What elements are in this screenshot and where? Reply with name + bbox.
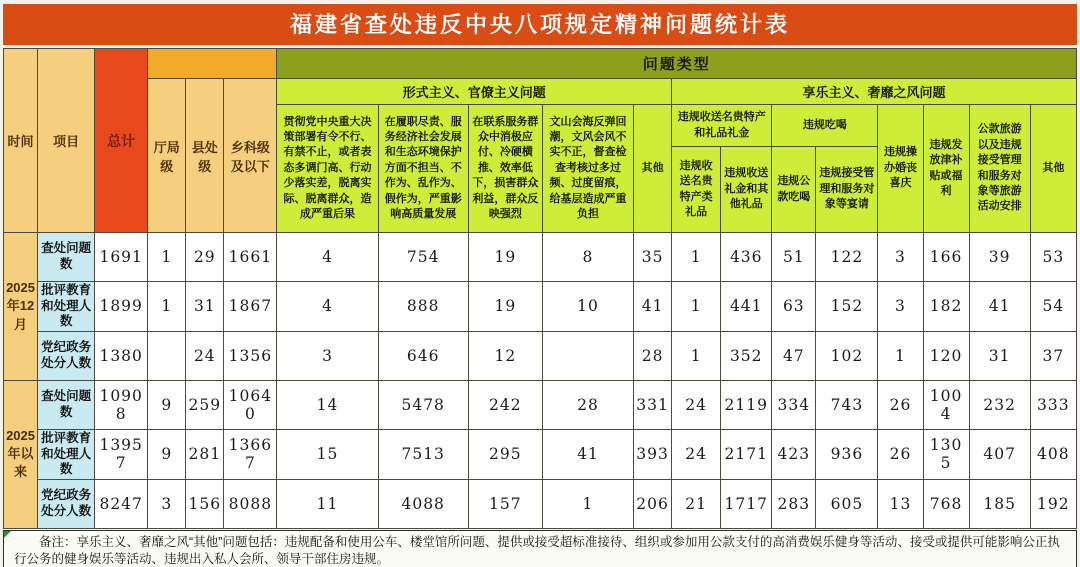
header-level-xiang: 乡科级及以下 [224,79,277,233]
data-cell [542,331,633,380]
data-cell: 331 [634,380,672,429]
row-label: 党纪政务处分人数 [38,479,95,528]
data-cell: 646 [378,331,468,380]
data-cell: 1717 [721,479,772,528]
header-dining-public: 违规公款吃喝 [772,147,816,233]
data-cell: 605 [816,479,878,528]
header-formalism-col-other: 其他 [634,105,672,233]
data-cell: 13957 [95,429,148,479]
data-cell: 408 [1030,429,1076,479]
data-cell: 1 [542,479,633,528]
table-row [4,233,1077,282]
data-cell: 232 [969,380,1030,429]
header-allowance: 违规发放津补贴或福利 [923,105,969,233]
data-cell: 1 [672,331,721,380]
data-cell: 19 [468,282,542,332]
header-formalism-col-1: 贯彻党中央重大决策部署有令不行、有禁不止，或者表态多调门高、行动少落实差，脱离实际、脱离群众，造成严重后果 [277,105,378,233]
header-formalism-col-3: 在联系服务群众中消极应付、冷硬横推、效率低下，损害群众利益，群众反映强烈 [468,105,542,233]
header-problem-type: 问题类型 [277,49,1077,79]
data-cell: 10 [542,282,633,332]
table-row [4,331,1077,380]
table-row [4,282,1077,332]
data-cell: 8 [542,233,633,282]
data-cell: 37 [1030,331,1076,380]
data-cell: 1661 [224,233,277,282]
data-cell: 13667 [224,429,277,479]
data-cell: 63 [772,282,816,332]
data-cell: 936 [816,429,878,479]
data-cell: 31 [969,331,1030,380]
header-public-travel: 公款旅游以及违规接受管理和服务对象等旅游活动安排 [969,105,1030,233]
data-cell: 166 [923,233,969,282]
data-cell: 14 [277,380,378,429]
header-time: 时间 [4,49,38,233]
data-cell: 1 [148,233,186,282]
data-cell: 441 [721,282,772,332]
data-cell: 12 [468,331,542,380]
header-formalism-group: 形式主义、官僚主义问题 [277,79,672,105]
data-cell [148,331,186,380]
data-cell: 1691 [95,233,148,282]
data-cell: 393 [634,429,672,479]
data-cell: 436 [721,233,772,282]
data-cell: 9 [148,429,186,479]
row-label: 查处问题数 [38,233,95,282]
data-cell: 295 [468,429,542,479]
data-cell: 24 [186,331,224,380]
header-gifts-money: 违规收送礼金和其他礼品 [721,147,772,233]
header-wedding-funeral: 违规操办婚丧喜庆 [878,105,923,233]
data-cell: 334 [772,380,816,429]
data-cell: 51 [772,233,816,282]
data-cell: 1 [878,331,923,380]
row-label: 批评教育和处理人数 [38,429,95,479]
data-cell: 1004 [923,380,969,429]
data-cell: 7513 [378,429,468,479]
data-cell: 206 [634,479,672,528]
header-level-ting: 厅局级 [148,79,186,233]
data-cell: 1899 [95,282,148,332]
data-cell: 21 [672,479,721,528]
data-cell: 157 [468,479,542,528]
data-cell: 15 [277,429,378,479]
data-cell: 1 [672,282,721,332]
footnote-text: 备注：享乐主义、奢靡之风“其他”问题包括：违规配备和使用公车、楼堂馆所问题、提供或接受超标准接待、组织或参加用公款支付的高消费娱乐健身等活动、接受或提供可能影响公正执行公务的健身娱乐等活动、违规出入私人会所、领导干部住房违规。 [14,534,1060,566]
table-row [4,429,1077,479]
data-cell: 1 [148,282,186,332]
data-cell: 1380 [95,331,148,380]
data-cell: 28 [634,331,672,380]
row-label: 党纪政务处分人数 [38,331,95,380]
row-label: 批评教育和处理人数 [38,282,95,332]
data-cell: 2119 [721,380,772,429]
data-cell: 259 [186,380,224,429]
data-cell: 3 [878,233,923,282]
data-cell: 41 [542,429,633,479]
footnote [3,530,1077,567]
data-cell: 754 [378,233,468,282]
row-label: 查处问题数 [38,380,95,429]
data-cell: 122 [816,233,878,282]
data-cell: 8247 [95,479,148,528]
data-cell: 3 [878,282,923,332]
header-item: 项目 [38,49,95,233]
data-cell: 242 [468,380,542,429]
data-cell: 10908 [95,380,148,429]
header-formalism-col-4: 文山会海反弹回潮，文风会风不实不正，督查检查考核过多过频、过度留痕，给基层造成严重负担 [542,105,633,233]
header-gifts-group: 违规收送名贵特产和礼品礼金 [672,105,772,147]
page-title: 福建省查处违反中央八项规定精神问题统计表 [3,4,1077,45]
period-cell: 2025年以来 [4,380,38,528]
data-cell: 28 [542,380,633,429]
data-cell: 4088 [378,479,468,528]
data-cell: 283 [772,479,816,528]
data-cell: 120 [923,331,969,380]
data-cell: 19 [468,233,542,282]
data-cell: 182 [923,282,969,332]
data-cell: 1867 [224,282,277,332]
table-row [4,479,1077,528]
data-cell: 53 [1030,233,1076,282]
data-cell: 185 [969,479,1030,528]
table-row [4,380,1077,429]
data-cell: 4 [277,282,378,332]
data-cell: 11 [277,479,378,528]
data-cell: 24 [672,380,721,429]
data-cell: 352 [721,331,772,380]
data-cell: 888 [378,282,468,332]
data-cell: 102 [816,331,878,380]
header-hedonism-other: 其他 [1030,105,1076,233]
data-cell: 2171 [721,429,772,479]
header-gifts-specialty: 违规收送名贵特产类礼品 [672,147,721,233]
data-cell: 9 [148,380,186,429]
header-dining-banquet: 违规接受管理和服务对象等宴请 [816,147,878,233]
data-cell: 8088 [224,479,277,528]
data-cell: 407 [969,429,1030,479]
data-cell: 41 [634,282,672,332]
data-cell: 31 [186,282,224,332]
data-cell: 1305 [923,429,969,479]
data-cell: 3 [148,479,186,528]
data-cell: 10640 [224,380,277,429]
data-cell: 743 [816,380,878,429]
data-cell: 26 [878,429,923,479]
data-cell: 5478 [378,380,468,429]
data-cell: 26 [878,380,923,429]
data-cell: 4 [277,233,378,282]
header-level-xian: 县处级 [186,79,224,233]
data-cell: 39 [969,233,1030,282]
header-formalism-col-2: 在履职尽责、服务经济社会发展和生态环境保护方面不担当、不作为、乱作为、假作为，严重影响高质量发展 [378,105,468,233]
data-cell: 192 [1030,479,1076,528]
data-cell: 54 [1030,282,1076,332]
data-cell: 13 [878,479,923,528]
header-hedonism-group: 享乐主义、奢靡之风问题 [672,79,1077,105]
data-cell: 156 [186,479,224,528]
header-dining-group: 违规吃喝 [772,105,878,147]
data-cell: 423 [772,429,816,479]
header-levels-spacer [148,49,277,79]
data-cell: 1356 [224,331,277,380]
data-cell: 1 [672,233,721,282]
data-cell: 29 [186,233,224,282]
corner-marker-icon [4,531,11,538]
data-cell: 281 [186,429,224,479]
data-cell: 768 [923,479,969,528]
data-cell: 24 [672,429,721,479]
data-cell: 3 [277,331,378,380]
data-cell: 333 [1030,380,1076,429]
header-total: 总计 [95,49,148,233]
data-cell: 47 [772,331,816,380]
period-cell: 2025年12月 [4,233,38,381]
statistics-table [3,48,1077,529]
data-cell: 152 [816,282,878,332]
data-cell: 41 [969,282,1030,332]
data-cell: 35 [634,233,672,282]
